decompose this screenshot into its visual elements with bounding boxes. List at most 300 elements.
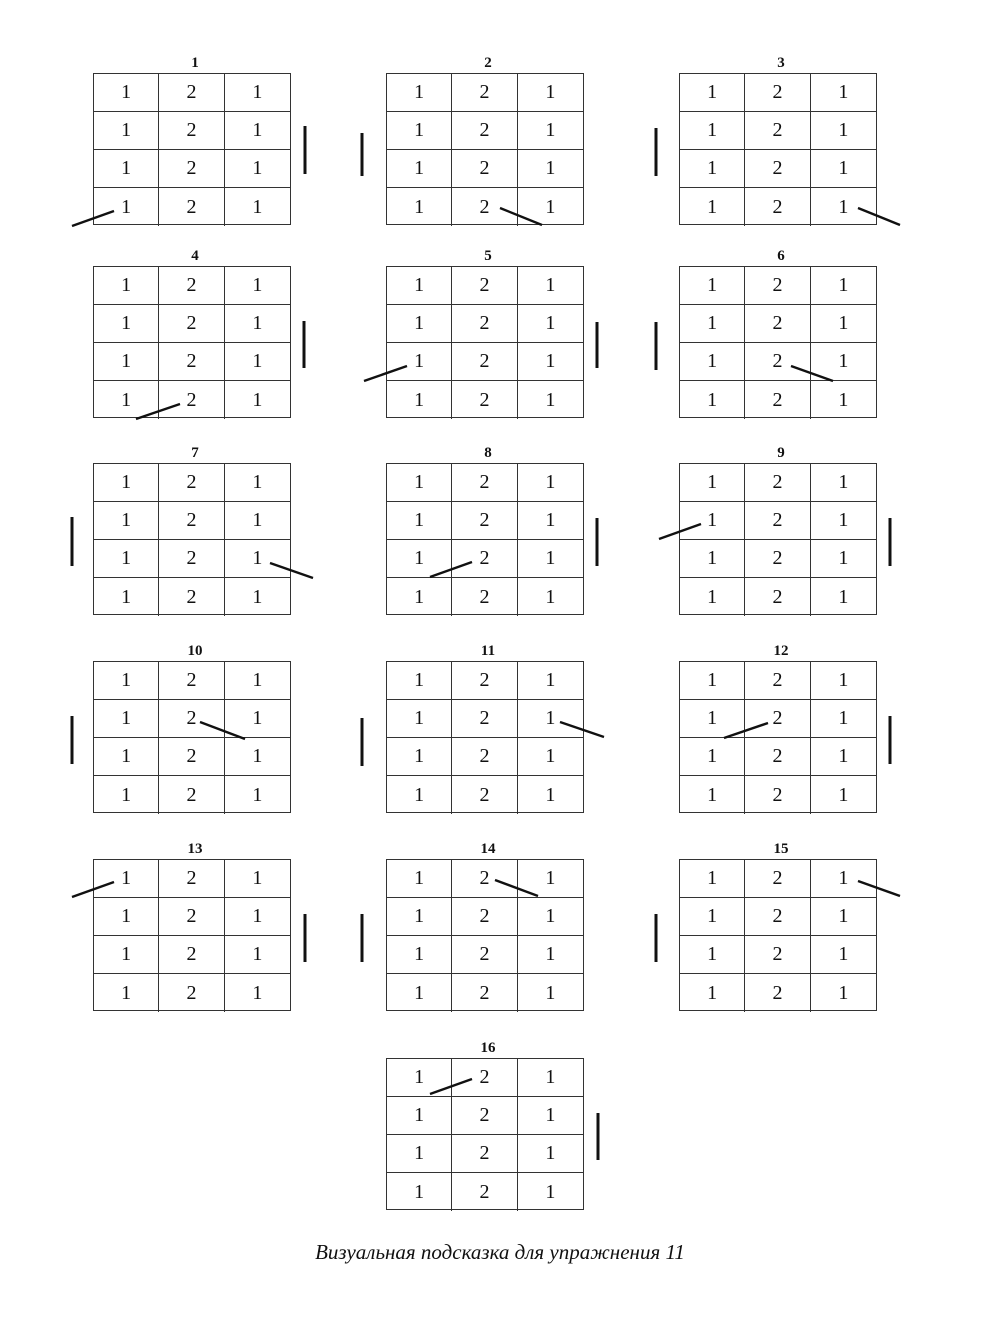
grid-cell: 1 (225, 150, 290, 188)
exercise-panel (358, 246, 618, 446)
grid-row (387, 1059, 583, 1097)
grid-cell: 2 (452, 578, 517, 616)
grid-cell: 2 (452, 662, 517, 700)
grid-cell: 1 (518, 464, 583, 502)
grid-cell: 1 (387, 662, 452, 700)
grid-cell: 1 (225, 860, 290, 898)
grid-row (94, 464, 290, 502)
grid-row (680, 936, 876, 974)
grid-row (680, 662, 876, 700)
grid-cell: 2 (745, 776, 810, 814)
grid-cell: 1 (225, 738, 290, 776)
grid-row (680, 502, 876, 540)
grid-cell: 2 (159, 898, 224, 936)
panel-number: 7 (191, 445, 199, 461)
caption: Визуальная подсказка для упражнения 11 (315, 1240, 685, 1264)
grid-cell: 2 (452, 464, 517, 502)
grid-cell: 2 (745, 502, 810, 540)
grid-row (680, 381, 876, 419)
grid-cell: 1 (94, 74, 159, 112)
grid-cell: 1 (811, 860, 876, 898)
grid-cell: 1 (680, 578, 745, 616)
grid-cell: 2 (159, 578, 224, 616)
grid-cell: 1 (811, 898, 876, 936)
grid-cell: 1 (518, 112, 583, 150)
grid-cell: 1 (225, 267, 290, 305)
grid-cell: 1 (252, 388, 263, 411)
grid-cell: 1 (387, 112, 452, 150)
grid-cell: 2 (452, 1173, 517, 1211)
grid-cell: 2 (159, 860, 224, 898)
grid-cell: 1 (680, 936, 745, 974)
grid-cell: 2 (452, 305, 517, 343)
grid-cell: 2 (745, 936, 810, 974)
grid-cell: 1 (811, 540, 876, 578)
grid-cell: 1 (545, 195, 556, 218)
grid-row (94, 112, 290, 150)
exercise-panel (358, 443, 618, 643)
grid-row (680, 738, 876, 776)
grid-row (387, 150, 583, 188)
grid-row (680, 860, 876, 898)
exercise-panel (65, 443, 325, 643)
grid-cell: 1 (838, 981, 849, 1004)
grid-cell: 1 (680, 188, 745, 226)
grid-row (94, 343, 290, 381)
grid-row (387, 1135, 583, 1173)
grid-row (387, 936, 583, 974)
grid-cell: 1 (680, 381, 745, 419)
grid-row (387, 502, 583, 540)
grid-cell: 1 (252, 195, 263, 218)
grid-cell: 1 (94, 188, 159, 226)
grid-cell: 1 (518, 74, 583, 112)
grid-cell: 2 (452, 898, 517, 936)
grid-cell: 1 (387, 464, 452, 502)
grid-row (94, 502, 290, 540)
panel-number: 9 (777, 445, 785, 461)
grid-cell: 1 (387, 578, 452, 616)
grid-cell: 2 (745, 860, 810, 898)
grid-row (387, 540, 583, 578)
grid-row (680, 974, 876, 1012)
grid-cell: 1 (518, 700, 583, 738)
grid-cell: 1 (387, 776, 452, 814)
grid-cell: 2 (452, 150, 517, 188)
exercise-panel (65, 53, 325, 253)
grid-cell: 2 (452, 1135, 517, 1173)
grid-cell: 1 (680, 738, 745, 776)
grid-row (680, 74, 876, 112)
grid-row (387, 578, 583, 616)
grid-cell: 2 (159, 540, 224, 578)
grid-cell: 1 (680, 776, 745, 814)
grid-row (94, 700, 290, 738)
grid-row (387, 112, 583, 150)
grid-cell: 2 (745, 738, 810, 776)
number-grid (93, 661, 291, 813)
grid-cell: 2 (159, 974, 224, 1012)
grid-cell: 1 (518, 738, 583, 776)
grid-row (94, 860, 290, 898)
grid-row (387, 898, 583, 936)
grid-cell: 1 (811, 502, 876, 540)
grid-row (387, 662, 583, 700)
grid-cell: 1 (680, 343, 745, 381)
grid-cell: 2 (745, 578, 810, 616)
panel-number: 16 (480, 1040, 496, 1056)
panel-number: 5 (484, 248, 492, 264)
grid-row (94, 305, 290, 343)
grid-row (94, 188, 290, 226)
grid-cell: 2 (452, 860, 517, 898)
grid-row (94, 776, 290, 814)
panel-number: 14 (480, 841, 496, 857)
grid-cell: 2 (745, 700, 810, 738)
grid-cell: 1 (680, 974, 745, 1012)
grid-cell: 2 (452, 540, 517, 578)
grid-cell: 1 (811, 738, 876, 776)
grid-row (680, 188, 876, 226)
grid-cell: 1 (387, 738, 452, 776)
grid-row (680, 776, 876, 814)
grid-cell: 1 (518, 150, 583, 188)
grid-cell: 1 (252, 585, 263, 608)
grid-row (94, 381, 290, 419)
grid-cell: 1 (94, 860, 159, 898)
panel-number: 12 (773, 643, 789, 659)
grid-cell: 1 (518, 540, 583, 578)
grid-cell: 2 (745, 305, 810, 343)
grid-cell: 2 (745, 267, 810, 305)
grid-cell: 2 (452, 188, 517, 226)
grid-cell: 1 (838, 783, 849, 806)
grid-cell: 1 (387, 1059, 452, 1097)
grid-cell: 2 (452, 112, 517, 150)
grid-row (680, 898, 876, 936)
exercise-panel (65, 839, 325, 1039)
number-grid (386, 266, 584, 418)
grid-cell: 1 (518, 1135, 583, 1173)
grid-cell: 1 (518, 1059, 583, 1097)
grid-cell: 2 (452, 936, 517, 974)
grid-cell: 1 (680, 464, 745, 502)
grid-cell: 1 (518, 662, 583, 700)
grid-row (387, 343, 583, 381)
grid-cell: 1 (680, 540, 745, 578)
grid-cell: 2 (159, 112, 224, 150)
grid-row (387, 74, 583, 112)
panel-number: 1 (191, 55, 199, 71)
grid-cell: 1 (518, 860, 583, 898)
exercise-panel (65, 641, 325, 841)
grid-cell: 1 (387, 267, 452, 305)
exercise-panel (65, 246, 325, 446)
grid-cell: 1 (225, 898, 290, 936)
grid-row (387, 860, 583, 898)
grid-cell: 1 (545, 388, 556, 411)
grid-cell: 2 (452, 776, 517, 814)
grid-cell: 2 (452, 974, 517, 1012)
grid-cell: 1 (811, 305, 876, 343)
grid-cell: 1 (225, 112, 290, 150)
panel-number: 10 (187, 643, 203, 659)
grid-cell: 1 (387, 1097, 452, 1135)
grid-cell: 2 (159, 381, 224, 419)
grid-row (387, 776, 583, 814)
panel-number: 4 (191, 248, 199, 264)
grid-cell: 1 (680, 700, 745, 738)
grid-cell: 1 (252, 783, 263, 806)
grid-cell: 2 (452, 1097, 517, 1135)
grid-cell: 2 (159, 305, 224, 343)
grid-cell: 1 (545, 1180, 556, 1203)
grid-cell: 2 (452, 738, 517, 776)
grid-cell: 2 (159, 936, 224, 974)
grid-cell: 2 (452, 1059, 517, 1097)
grid-cell: 2 (159, 74, 224, 112)
grid-row (387, 974, 583, 1012)
panel-number: 2 (484, 55, 492, 71)
grid-cell: 1 (94, 662, 159, 700)
grid-cell: 1 (811, 267, 876, 305)
grid-cell: 1 (225, 305, 290, 343)
grid-cell: 1 (518, 267, 583, 305)
grid-cell: 2 (745, 74, 810, 112)
grid-cell: 1 (225, 464, 290, 502)
number-grid (93, 73, 291, 225)
panel-number: 6 (777, 248, 785, 264)
grid-cell: 1 (94, 502, 159, 540)
grid-cell: 1 (680, 74, 745, 112)
grid-row (680, 540, 876, 578)
grid-row (94, 662, 290, 700)
grid-cell: 1 (94, 578, 159, 616)
number-grid (679, 661, 877, 813)
grid-cell: 2 (159, 662, 224, 700)
grid-cell: 2 (159, 188, 224, 226)
grid-row (680, 267, 876, 305)
panel-number: 15 (773, 841, 789, 857)
exercise-panel (651, 443, 911, 643)
grid-cell: 1 (94, 700, 159, 738)
grid-cell: 1 (680, 267, 745, 305)
grid-row (94, 540, 290, 578)
grid-cell: 1 (225, 74, 290, 112)
grid-cell: 2 (745, 150, 810, 188)
grid-cell: 2 (159, 343, 224, 381)
grid-cell: 2 (745, 343, 810, 381)
grid-cell: 1 (838, 585, 849, 608)
grid-cell: 1 (387, 1135, 452, 1173)
grid-row (387, 700, 583, 738)
grid-cell: 1 (94, 738, 159, 776)
grid-row (94, 936, 290, 974)
grid-row (94, 898, 290, 936)
grid-cell: 2 (452, 502, 517, 540)
grid-cell: 1 (94, 112, 159, 150)
grid-cell: 1 (811, 464, 876, 502)
grid-cell: 1 (387, 974, 452, 1012)
grid-cell: 1 (680, 898, 745, 936)
grid-cell: 1 (225, 540, 290, 578)
number-grid (386, 1058, 584, 1210)
grid-cell: 2 (745, 381, 810, 419)
grid-cell: 2 (159, 738, 224, 776)
grid-cell: 1 (680, 662, 745, 700)
grid-cell: 2 (159, 150, 224, 188)
grid-cell: 1 (838, 195, 849, 218)
exercise-panel (651, 53, 911, 253)
number-grid (386, 73, 584, 225)
grid-cell: 2 (159, 502, 224, 540)
grid-cell: 1 (518, 936, 583, 974)
grid-cell: 1 (94, 936, 159, 974)
grid-cell: 2 (745, 540, 810, 578)
grid-cell: 1 (811, 112, 876, 150)
grid-cell: 1 (387, 700, 452, 738)
grid-cell: 1 (680, 112, 745, 150)
grid-cell: 1 (225, 343, 290, 381)
exercise-panel (651, 246, 911, 446)
grid-cell: 2 (745, 464, 810, 502)
grid-cell: 1 (680, 305, 745, 343)
grid-cell: 1 (680, 860, 745, 898)
grid-cell: 1 (94, 898, 159, 936)
grid-row (387, 464, 583, 502)
grid-cell: 1 (387, 898, 452, 936)
grid-cell: 1 (94, 343, 159, 381)
grid-cell: 1 (225, 662, 290, 700)
grid-cell: 1 (387, 188, 452, 226)
grid-cell: 1 (811, 700, 876, 738)
number-grid (679, 73, 877, 225)
grid-cell: 1 (518, 1097, 583, 1135)
grid-cell: 1 (94, 150, 159, 188)
grid-cell: 1 (387, 502, 452, 540)
grid-cell: 1 (518, 502, 583, 540)
exercise-panel (358, 641, 618, 841)
grid-cell: 1 (811, 150, 876, 188)
grid-cell: 1 (680, 150, 745, 188)
grid-cell: 1 (811, 936, 876, 974)
grid-cell: 1 (811, 343, 876, 381)
number-grid (386, 859, 584, 1011)
grid-row (680, 700, 876, 738)
grid-cell: 1 (225, 700, 290, 738)
grid-cell: 1 (680, 502, 745, 540)
number-grid (386, 661, 584, 813)
number-grid (93, 266, 291, 418)
grid-cell: 1 (545, 783, 556, 806)
grid-row (680, 578, 876, 616)
grid-cell: 2 (159, 267, 224, 305)
grid-row (387, 1173, 583, 1211)
exercise-panel (651, 839, 911, 1039)
grid-row (94, 974, 290, 1012)
panel-number: 3 (777, 55, 785, 71)
grid-cell: 1 (387, 540, 452, 578)
number-grid (679, 859, 877, 1011)
grid-cell: 2 (159, 700, 224, 738)
grid-row (94, 578, 290, 616)
grid-cell: 1 (838, 388, 849, 411)
grid-cell: 2 (745, 188, 810, 226)
grid-cell: 1 (387, 1173, 452, 1211)
grid-row (387, 381, 583, 419)
grid-cell: 1 (811, 662, 876, 700)
grid-cell: 1 (811, 74, 876, 112)
grid-cell: 2 (452, 381, 517, 419)
exercise-panel (358, 53, 618, 253)
grid-cell: 2 (745, 898, 810, 936)
grid-cell: 1 (252, 981, 263, 1004)
grid-row (387, 188, 583, 226)
grid-row (680, 343, 876, 381)
number-grid (386, 463, 584, 615)
panel-number: 8 (484, 445, 492, 461)
grid-cell: 1 (387, 381, 452, 419)
grid-cell: 1 (94, 305, 159, 343)
exercise-panel (358, 839, 618, 1039)
exercise-panel (358, 1038, 618, 1238)
grid-cell: 1 (94, 464, 159, 502)
grid-row (94, 74, 290, 112)
grid-cell: 1 (94, 267, 159, 305)
grid-cell: 1 (94, 974, 159, 1012)
grid-cell: 1 (387, 74, 452, 112)
grid-cell: 2 (452, 74, 517, 112)
grid-row (94, 150, 290, 188)
grid-row (387, 267, 583, 305)
number-grid (93, 463, 291, 615)
grid-cell: 1 (225, 502, 290, 540)
grid-cell: 1 (387, 936, 452, 974)
grid-row (387, 305, 583, 343)
grid-cell: 1 (387, 305, 452, 343)
grid-cell: 1 (518, 898, 583, 936)
grid-row (680, 112, 876, 150)
grid-cell: 2 (452, 700, 517, 738)
grid-row (387, 738, 583, 776)
grid-cell: 1 (387, 343, 452, 381)
grid-row (94, 267, 290, 305)
grid-cell: 2 (159, 776, 224, 814)
panel-number: 13 (187, 841, 203, 857)
panel-number: 11 (480, 643, 496, 659)
number-grid (93, 859, 291, 1011)
grid-cell: 2 (745, 112, 810, 150)
grid-row (680, 150, 876, 188)
grid-cell: 1 (518, 343, 583, 381)
grid-cell: 1 (225, 936, 290, 974)
number-grid (679, 463, 877, 615)
grid-cell: 1 (94, 540, 159, 578)
grid-row (680, 464, 876, 502)
exercise-panel (651, 641, 911, 841)
grid-cell: 2 (159, 464, 224, 502)
grid-cell: 2 (452, 267, 517, 305)
grid-cell: 1 (94, 776, 159, 814)
grid-cell: 1 (518, 305, 583, 343)
grid-cell: 1 (94, 381, 159, 419)
grid-cell: 2 (745, 662, 810, 700)
grid-cell: 1 (545, 585, 556, 608)
grid-cell: 2 (745, 974, 810, 1012)
number-grid (679, 266, 877, 418)
grid-cell: 1 (387, 860, 452, 898)
grid-cell: 2 (452, 343, 517, 381)
